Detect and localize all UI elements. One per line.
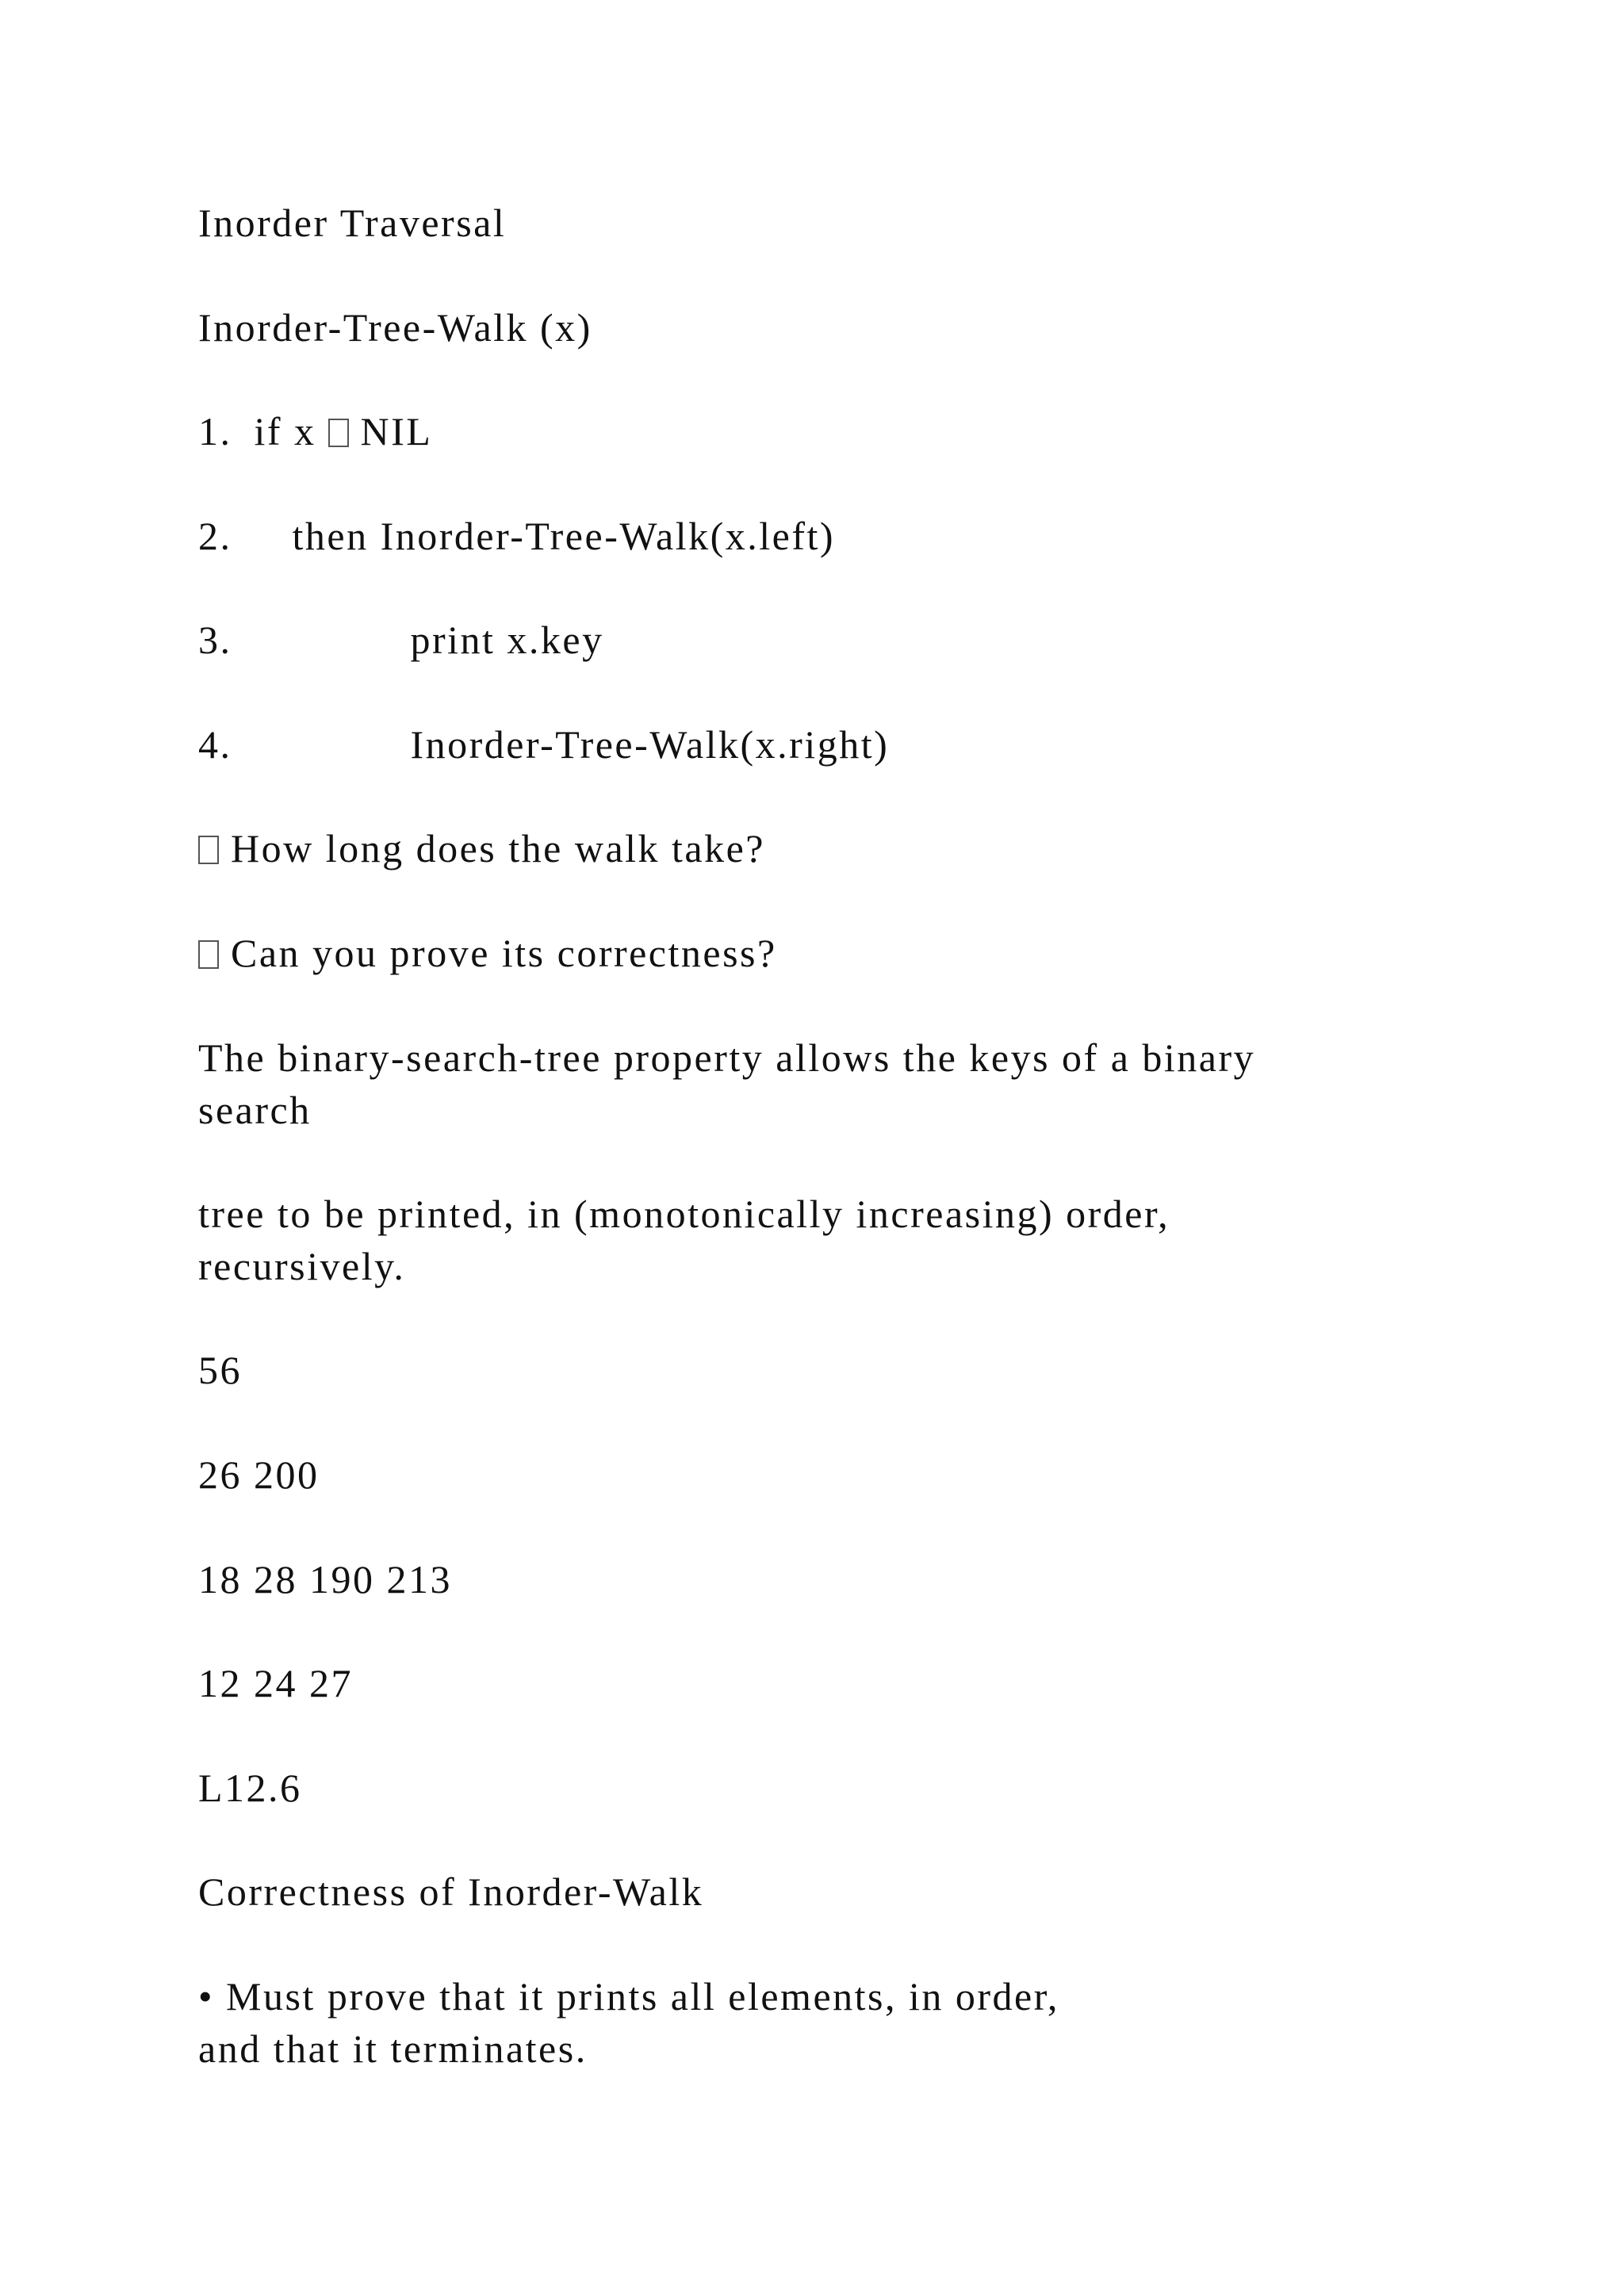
line-number: 3. — [198, 618, 232, 662]
question-2: Can you prove its correctness? — [198, 927, 777, 979]
pseudocode-line-2 — [198, 510, 835, 562]
pseudocode-text: then Inorder-Tree-Walk(x.left) — [292, 514, 836, 558]
not-equal-icon — [328, 419, 349, 447]
tree-level-3: 18 28 190 213 — [198, 1557, 452, 1601]
pseudocode-text: if x — [254, 409, 316, 453]
pseudocode-line-1 — [198, 405, 432, 457]
bullet-icon — [198, 836, 219, 864]
bullet-icon — [198, 940, 219, 969]
bullet-line-2: and that it terminates. — [198, 2026, 588, 2071]
pseudocode-text: NIL — [360, 409, 433, 453]
slide-label: L12.6 — [198, 1766, 302, 1810]
page-title: Inorder Traversal — [198, 201, 507, 245]
pseudocode-text: Inorder-Tree-Walk(x.right) — [410, 722, 890, 767]
pseudocode-line-4 — [198, 718, 889, 771]
procedure-heading: Inorder-Tree-Walk (x) — [198, 305, 592, 350]
question-1: How long does the walk take? — [198, 822, 765, 874]
tree-level-1: 56 — [198, 1348, 242, 1392]
line-number: 1. — [198, 409, 232, 453]
paragraph-2-line-1: tree to be printed, in (monotonically increasing) order, — [198, 1192, 1170, 1236]
section-title: Correctness of Inorder-Walk — [198, 1869, 704, 1914]
tree-level-4: 12 24 27 — [198, 1661, 353, 1705]
line-number: 2. — [198, 514, 232, 558]
pseudocode-text: print x.key — [410, 618, 604, 662]
paragraph-2-line-2: recursively. — [198, 1244, 406, 1288]
paragraph-1-line-2: search — [198, 1088, 312, 1132]
tree-level-2: 26 200 — [198, 1452, 320, 1497]
paragraph-1-line-1: The binary-search-tree property allows the keys of a binary — [198, 1035, 1256, 1080]
bullet-line-1: • Must prove that it prints all elements, in order, — [198, 1974, 1059, 2019]
pseudocode-line-3 — [198, 614, 604, 666]
line-number: 4. — [198, 722, 232, 767]
